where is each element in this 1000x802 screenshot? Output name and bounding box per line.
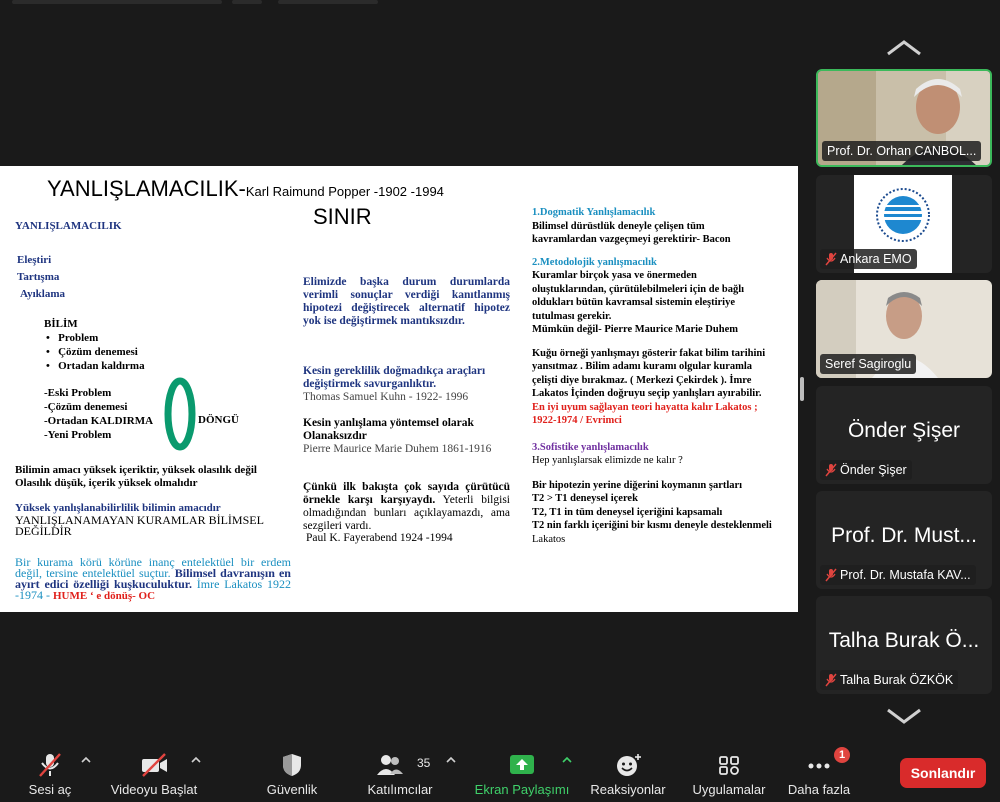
share-options-caret-icon[interactable] (562, 756, 572, 764)
aim-text: Bilimin amacı yüksek içeriktir, yüksek olasılık değil Olasılık düşük, içerik yüksek olmalıdır (15, 464, 257, 489)
participant-tile-onder[interactable] (816, 386, 992, 484)
start-video-button[interactable] (102, 742, 206, 802)
cycle-list: -Eski Problem -Çözüm denemesi -Ortadan KALDIRMA -Yeni Problem (44, 387, 154, 441)
participant-display-name: Prof. Dr. Must... (831, 524, 977, 547)
split-view-handle[interactable] (800, 377, 804, 401)
audio-options-caret-icon[interactable] (81, 756, 91, 764)
shield-icon (277, 752, 307, 778)
participant-tile-orhan[interactable] (816, 69, 992, 167)
participant-tile-ankara-emo[interactable] (816, 175, 992, 273)
lakatos-quote: Bir kurama körü körüne inanç entelektüel bir erdem değil, tersine entelektüel suçtur. Bilimsel davranışın en ayırt edici özelliği kuşkuculuktur. İmre Lakatos 1922 -1974 - HUME ‘ e dönüş- OC (15, 555, 291, 602)
unmute-button[interactable] (12, 742, 88, 802)
participants-icon (375, 752, 405, 778)
more-dots-icon (804, 752, 834, 778)
participant-label: Prof. Dr. Orhan CANBOL... (822, 141, 981, 161)
reactions-label: Reaksiyonlar (590, 782, 666, 797)
security-label: Güvenlik (266, 782, 318, 797)
gallery-up-chevron-icon[interactable] (884, 38, 924, 58)
left-list-top: Eleştiri Tartışma Ayıklama (17, 254, 66, 300)
participant-display-name: Talha Burak Ö... (828, 629, 980, 652)
shared-screen-slide (0, 166, 798, 612)
participant-tile-seref[interactable] (816, 280, 992, 378)
participant-label: Talha Burak ÖZKÖK (820, 670, 958, 690)
bilim-list: • Problem • Çözüm denemesi • Ortadan kaldırma (46, 332, 145, 372)
mic-muted-icon (825, 568, 837, 582)
participant-tile-talha[interactable] (816, 596, 992, 694)
middle-p4-author: Paul K. Fayerabend 1924 -1994 (306, 532, 453, 544)
participant-label: Ankara EMO (820, 249, 917, 269)
participants-count: 35 (417, 756, 431, 770)
participant-label: Prof. Dr. Mustafa KAV... (820, 565, 976, 585)
participants-options-caret-icon[interactable] (446, 756, 456, 764)
slide-center-heading: SINIR (313, 204, 372, 229)
cycle-ring-icon (163, 376, 197, 452)
middle-p2: Kesin gereklilik doğmadıkça araçları değiştirmek savurganlıktır. (303, 365, 486, 390)
video-options-caret-icon[interactable] (191, 756, 201, 764)
middle-p2-author: Thomas Samuel Kuhn - 1922- 1996 (303, 391, 469, 403)
start-video-label: Videoyu Başlat (110, 782, 198, 797)
security-button[interactable] (256, 742, 328, 802)
mic-muted-icon (35, 752, 65, 778)
left-heading: YANLIŞLAMACILIK (15, 220, 122, 232)
more-label: Daha fazla (787, 782, 851, 797)
top-strip (0, 0, 1000, 8)
mic-muted-icon (825, 463, 837, 477)
mic-muted-icon (825, 252, 837, 266)
apps-icon (714, 752, 744, 778)
cycle-label: DÖNGÜ (198, 414, 239, 426)
more-notification-badge: 1 (834, 747, 850, 763)
more-button[interactable] (782, 742, 856, 802)
unmute-label: Sesi aç (28, 782, 72, 797)
right-column: 1.Dogmatik Yanlışlamacılık Bilimsel dürüstlük deneyle çelişen tüm kavramlardan vazgeçmeyi gerektirir- Bacon 2.Metodolojik yanlışmacılık Kuramlar birçok yasa ve önermeden oluştuklarından, çürütülebilmeleri için de bağlı oldukları bütün kavramsal sistemin eleştiriye tutulması gerekir. Mümkün değil- Pierre Maurice Marie Duhem Kuğu örneği yanlışmayı gösterir fakat bilim tarihini yansıtmaz . Bilim adamı kuramı olgular kuramla çelişti diye bırakmaz. ( Merkezi Çekirdek ). İmre Lakatos İçinden doğruyu seçip yanlışları ayırabilir. En iyi uyum sağlayan teori hayatta kalır Lakatos ; 1922-1974 / Evrimci 3.Sofistike yanlışlamacılık Hep yanlışlarsak elimizde ne kalır ? Bir hipotezin yerine diğerini koymanın şartları T2 > T1 deneysel içerek T2, T1 in tüm deneysel içeriğini kapsamalı T2 nin farklı içeriğini bir kısmı deneyle desteklenmeli Lakatos (532, 207, 772, 545)
slide-title: YANLIŞLAMACILIK-Karl Raimund Popper -1902 -1994 (47, 176, 444, 201)
participant-label: Önder Şişer (820, 460, 912, 480)
participant-tile-mustafa[interactable] (816, 491, 992, 589)
gallery-down-chevron-icon[interactable] (884, 706, 924, 726)
middle-p1: Elimizde başka durum durumlarda verimli sonuçlar verdiği kanıtlanmış hipotezi değiştirecek alternatif hipotez yok ise değiştirmek mantıksızdır. (303, 276, 510, 327)
bilim-label: BİLİM (44, 318, 78, 330)
meeting-toolbar (0, 742, 1000, 802)
apps-button[interactable] (684, 742, 774, 802)
emoji-smile-icon (613, 752, 643, 778)
middle-p4: Çünkü ilk bakışta çok sayıda çürütücü örnekle karşı karşıyaydı. Yeterli bilgisi olmadığından bunları açıklayamazdı, ama sezgileri vardı. (303, 481, 510, 532)
participants-button[interactable] (362, 742, 438, 802)
participant-label: Seref Sagiroglu (820, 354, 916, 374)
participants-label: Katılımcılar (367, 782, 433, 797)
middle-p3: Kesin yanlışlama yöntemsel olarak Olanaksızdır (303, 417, 474, 442)
end-meeting-button[interactable]: Sonlandır (900, 758, 986, 788)
apps-label: Uygulamalar (692, 782, 766, 797)
share-screen-button[interactable] (470, 742, 574, 802)
share-screen-label: Ekran Paylaşımı (474, 782, 570, 797)
middle-p3-author: Pierre Maurice Marie Duhem 1861-1916 (303, 443, 492, 455)
participant-display-name: Önder Şişer (847, 419, 961, 442)
not-falsifiable-text: YANLIŞLANAMAYAN KURAMLAR BİLİMSEL DEĞİLDİR (15, 513, 264, 538)
mic-muted-icon (825, 673, 837, 687)
falsifiable-text: Yüksek yanlışlanabilirlilik bilimin amacıdır (15, 502, 221, 514)
share-screen-icon (507, 752, 537, 778)
reactions-button[interactable] (584, 742, 672, 802)
video-off-icon (139, 752, 169, 778)
